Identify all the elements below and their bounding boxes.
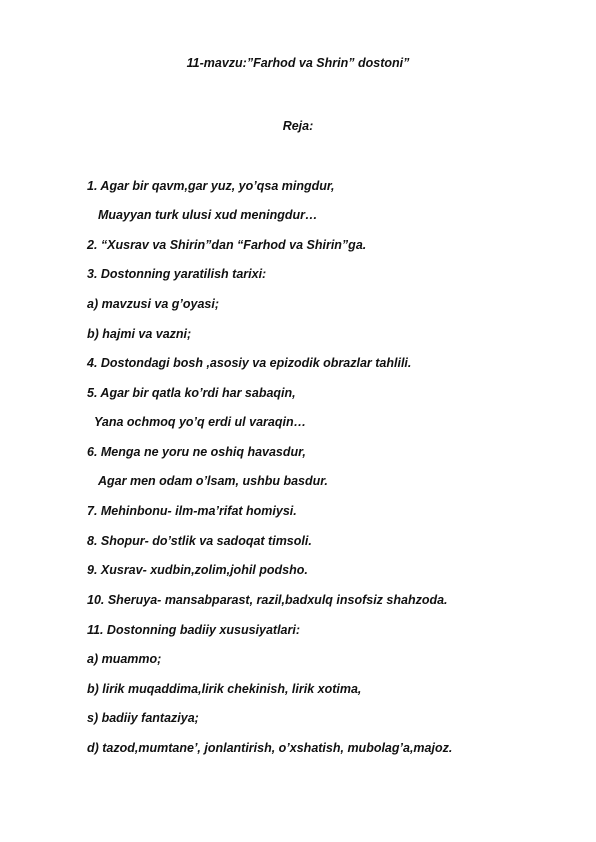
- plan-line-15: 10. Sheruya- mansabparast, razil,badxulq insofsiz shahzoda.: [87, 593, 448, 607]
- plan-line-11: Agar men odam o’lsam, ushbu basdur.: [98, 474, 328, 488]
- document-title: 11-mavzu:”Farhod va Shrin” dostoni”: [186, 56, 410, 70]
- plan-line-10: 6. Menga ne yoru ne oshiq havasdur,: [87, 445, 306, 459]
- plan-line-4: 3. Dostonning yaratilish tarixi:: [87, 267, 267, 281]
- plan-line-14: 9. Xusrav- xudbin,zolim,johil podsho.: [87, 563, 308, 577]
- plan-line-13: 8. Shopur- do’stlik va sadoqat timsoli.: [87, 534, 312, 548]
- plan-line-18: b) lirik muqaddima,lirik chekinish, lirik xotima,: [87, 682, 362, 696]
- plan-line-19: s) badiiy fantaziya;: [87, 711, 199, 725]
- plan-line-8: 5. Agar bir qatla ko’rdi har sabaqin,: [87, 386, 296, 400]
- plan-line-7: 4. Dostondagi bosh ,asosiy va epizodik obrazlar tahlili.: [87, 356, 412, 370]
- plan-line-20: d) tazod,mumtane’, jonlantirish, o’xshatish, mubolag’a,majoz.: [87, 741, 453, 755]
- plan-line-16: 11. Dostonning badiiy xususiyatlari:: [87, 623, 301, 637]
- plan-line-3: 2. “Xusrav va Shirin”dan “Farhod va Shirin”ga.: [87, 238, 367, 252]
- plan-line-5: a) mavzusi va g’oyasi;: [87, 297, 220, 311]
- plan-heading: Reja:: [282, 119, 314, 133]
- plan-line-1: 1. Agar bir qavm,gar yuz, yo’qsa mingdur,: [87, 179, 335, 193]
- plan-line-17: a) muammo;: [87, 652, 162, 666]
- plan-line-6: b) hajmi va vazni;: [87, 327, 192, 341]
- plan-line-2: Muayyan turk ulusi xud meningdur…: [98, 208, 318, 222]
- plan-line-9: Yana ochmoq yo’q erdi ul varaqin…: [94, 415, 307, 429]
- plan-line-12: 7. Mehinbonu- ilm-ma’rifat homiysi.: [87, 504, 297, 518]
